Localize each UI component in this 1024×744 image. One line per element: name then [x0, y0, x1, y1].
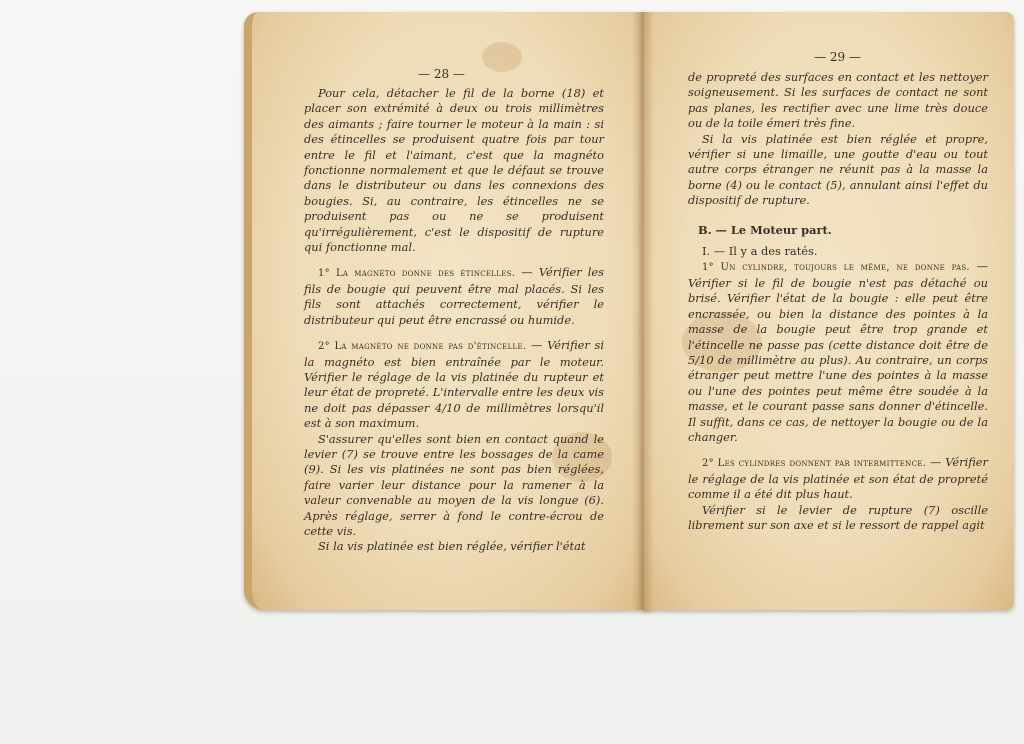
paragraph-last-right: Vérifier si le levier de rupture (7) oscille librement sur son axe et si le ressort de rappel agit	[688, 502, 988, 532]
cylinder-case-1-text: — Vérifier si le fil de bougie n'est pas détaché ou brisé. Vérifier l'état de la bougie : elle peut être encrassée, ou bien la distance des pointes à la masse de la bougie peut être trop grande et l'étincelle ne passe pas (cette distance doit être de 5/10 de millimètre au plus). Au contraire, un corps étranger peut mettre l'une des pointes à la masse ou l'une des pointes peut même être soudée à la masse, et le courant passe sans donner d'étincelle. Il suffit, dans ce cas, de nettoyer la bougie ou de la changer.	[688, 259, 988, 444]
section-heading: B. — Le Moteur part.	[698, 222, 832, 237]
sub-heading: I. — Il y a des ratés.	[702, 244, 818, 259]
book-gutter	[632, 12, 654, 610]
case-1-text: — Vérifier les fils de bougie qui peuvent être mal placés. Si les fils sont attachés correctement, vérifier le distributeur qui peut être encrassé ou humide.	[304, 265, 605, 327]
paragraph-intro: Pour cela, détacher le fil de la borne (18) et placer son extrémité à deux ou trois millimètres des aimants ; faire tourner le moteur à la main : si des étincelles se produisent quatre fois par tour entre le fil et l'aimant, c'est que la magnéto fonctionne normalement et que le défaut se trouve dans le distributeur ou dans les connexions des bougies. Si, au contraire, les étincelles ne se produisent pas ou ne se produisent qu'irrégulièrement, c'est le dispositif de rupture qui fonctionne mal.	[304, 86, 604, 255]
cylinder-case-2-label: 2° Les cylindres donnent par intermittence.	[702, 458, 927, 470]
page-number-left: — 28 —	[418, 67, 465, 81]
left-page-text	[304, 86, 604, 555]
paragraph-vis-platinee: Si la vis platinée est bien réglée et propre, vérifier si une limaille, une goutte d'eau ou tout autre corps étranger ne réunit pas à la masse la borne (4) ou le contact (5), annulant ainsi l'effet du dispositif de rupture.	[688, 131, 988, 208]
paragraph-continuation: de propreté des surfaces en contact et les nettoyer soigneusement. Si les surfaces de contact ne sont pas planes, les rectifier avec une lime très douce ou de la toile émeri très fine.	[688, 70, 988, 131]
page-number-right: — 29 —	[814, 50, 861, 64]
paragraph-last-left: Si la vis platinée est bien réglée, vérifier l'état	[318, 539, 586, 554]
paragraph-cylinder-case-2	[688, 455, 988, 502]
paragraph-assurer: S'assurer qu'elles sont bien en contact quand le levier (7) se trouve entre les bossages de la came (9). Si les vis platinées ne sont pas bien réglées, faire varier leur distance pour la ramener à la valeur convenable au moyen de la vis longue (6). Après réglage, serrer à fond le contre-écrou de cette vis.	[304, 431, 604, 538]
case-2-label: 2° La magnéto ne donne pas d'étincelle.	[318, 341, 527, 353]
paragraph-case-1	[304, 265, 604, 328]
case-1-label: 1° La magnéto donne des étincelles.	[318, 268, 516, 280]
page-stain	[482, 42, 522, 72]
cylinder-case-2-text: — Vérifier le réglage de la vis platinée et son état de propreté comme il a été dit plus haut.	[688, 455, 988, 502]
paragraph-case-2	[304, 338, 604, 431]
case-2-text: — Vérifier si la magnéto est bien entraînée par le moteur. Vérifier le réglage de la vis platinée du rupteur et leur état de propreté. L'intervalle entre les deux vis ne doit pas dépasser 4/10 de millimètres lorsqu'il est à son maximum.	[304, 338, 604, 431]
cylinder-case-1-label: 1° Un cylindre, toujours le même, ne donne pas.	[702, 262, 970, 274]
open-book	[244, 12, 1016, 612]
paragraph-cylinder-case-1	[688, 259, 988, 445]
right-page-text	[688, 70, 988, 533]
